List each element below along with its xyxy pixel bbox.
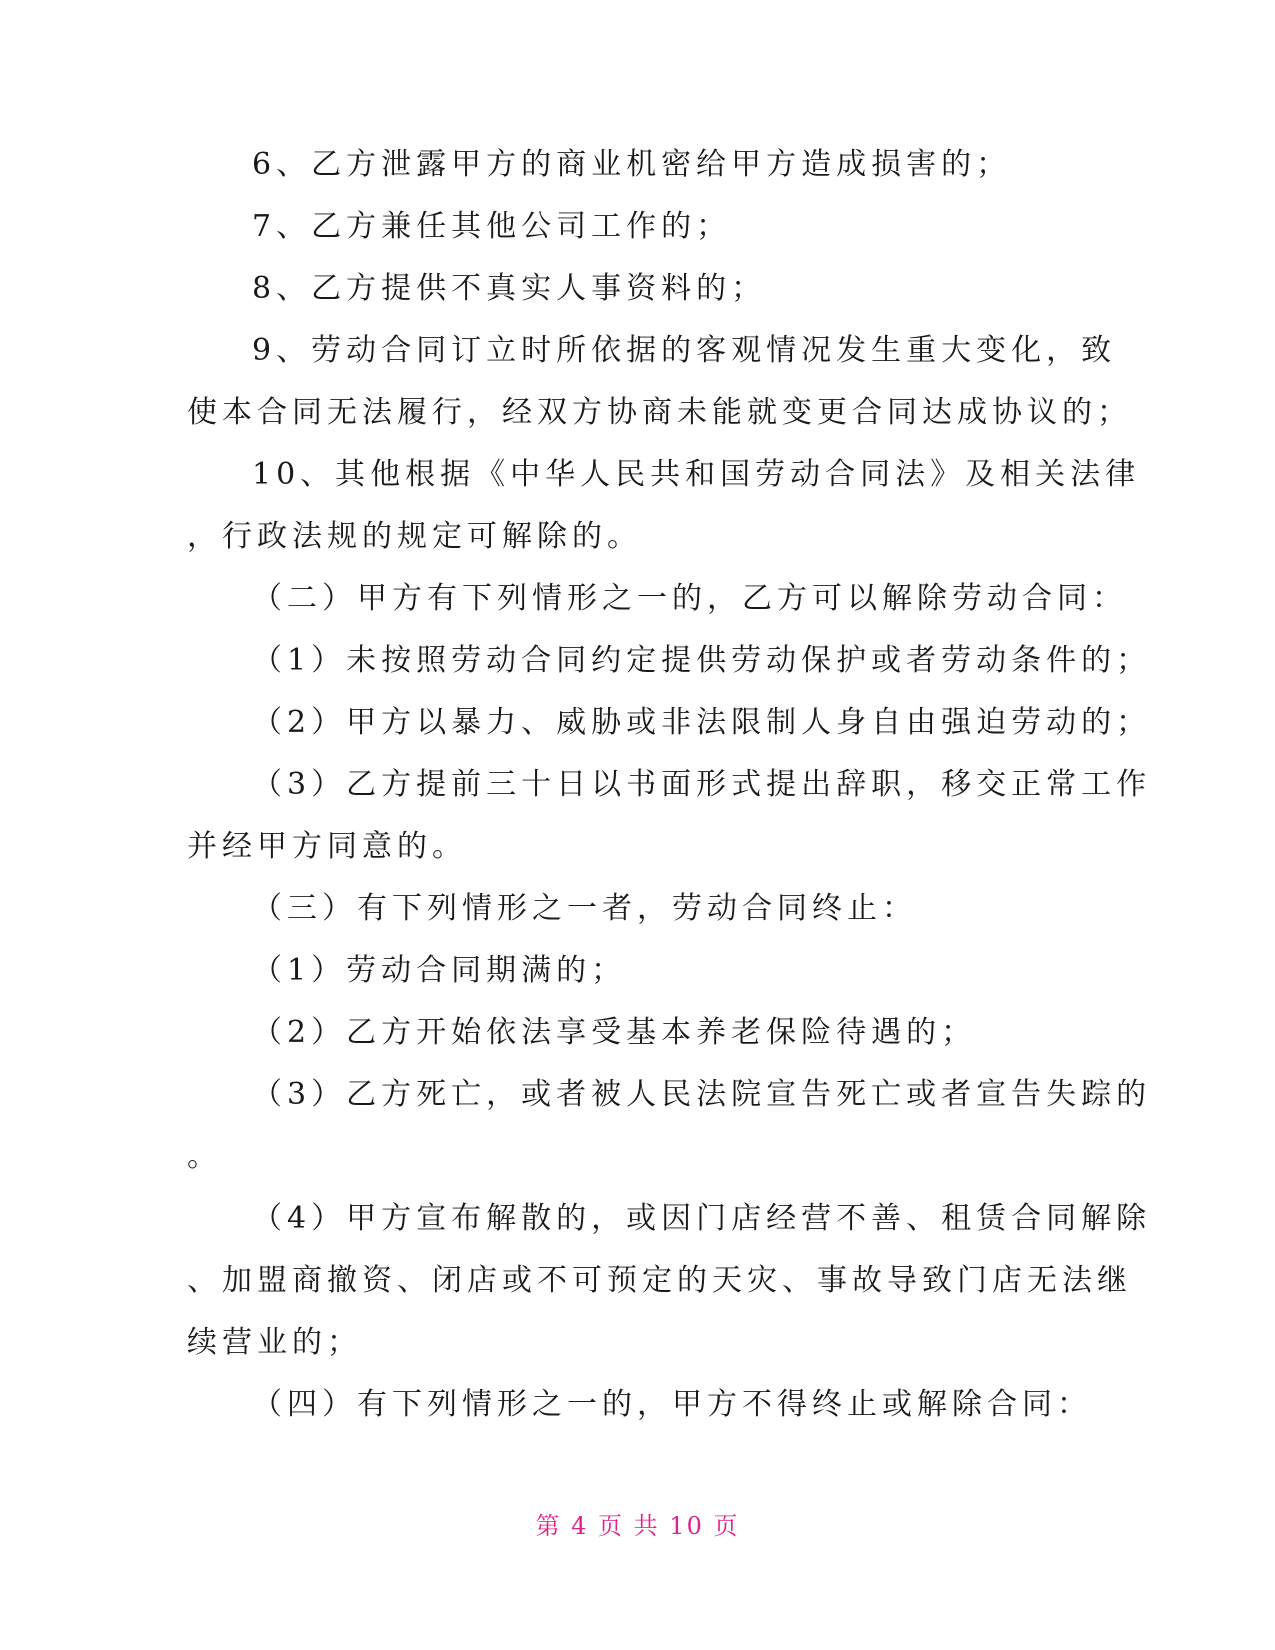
text-line: （3）乙方提前三十日以书面形式提出辞职，移交正常工作 xyxy=(252,767,1152,802)
text-line: （3）乙方死亡，或者被人民法院宣告死亡或者宣告失踪的 xyxy=(252,1077,1152,1112)
text-line: （2）乙方开始依法享受基本养老保险待遇的； xyxy=(252,1015,977,1050)
text-line: 使本合同无法履行，经双方协商未能就变更合同达成协议的； xyxy=(187,395,1132,430)
text-line: （2）甲方以暴力、威胁或非法限制人身自由强迫劳动的； xyxy=(252,705,1152,740)
text-line: 9、劳动合同订立时所依据的客观情况发生重大变化，致 xyxy=(252,333,1117,368)
text-line: 、加盟商撤资、闭店或不可预定的天灾、事故导致门店无法继 xyxy=(187,1263,1132,1298)
text-line: 8、乙方提供不真实人事资料的； xyxy=(252,271,767,306)
text-line: 6、乙方泄露甲方的商业机密给甲方造成损害的； xyxy=(252,147,1012,182)
text-line: （二）甲方有下列情形之一的，乙方可以解除劳动合同： xyxy=(252,581,1127,616)
text-line: （四）有下列情形之一的，甲方不得终止或解除合同： xyxy=(252,1387,1092,1422)
text-line: （三）有下列情形之一者，劳动合同终止： xyxy=(252,891,917,926)
text-line: 7、乙方兼任其他公司工作的； xyxy=(252,209,732,244)
text-line: （1）未按照劳动合同约定提供劳动保护或者劳动条件的； xyxy=(252,643,1152,678)
text-line: （1）劳动合同期满的； xyxy=(252,953,627,988)
text-line: ，行政法规的规定可解除的。 xyxy=(187,519,642,554)
text-line: 。 xyxy=(187,1139,222,1174)
text-line: 10、其他根据《中华人民共和国劳动合同法》及相关法律 xyxy=(252,457,1141,492)
text-line: 并经甲方同意的。 xyxy=(187,829,467,864)
page-number-footer: 第 4 页 共 10 页 xyxy=(535,1512,740,1540)
text-line: 续营业的； xyxy=(187,1325,362,1360)
text-line: （4）甲方宣布解散的，或因门店经营不善、租赁合同解除 xyxy=(252,1201,1152,1236)
